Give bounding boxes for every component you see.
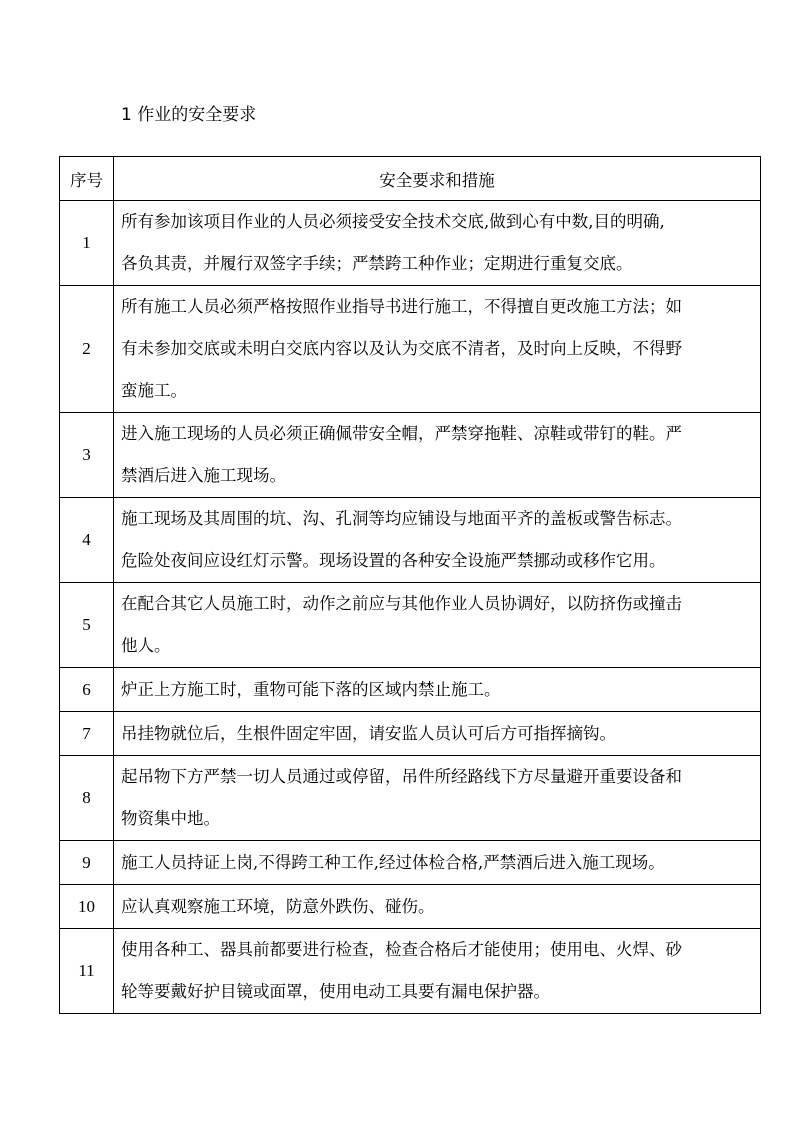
requirement-line: 所有施工人员必须严格按照作业指导书进行施工，不得擅自更改施工方法；如	[121, 297, 682, 316]
row-number: 8	[60, 756, 114, 841]
table-row	[60, 498, 761, 583]
header-serial-number: 序号	[60, 157, 114, 201]
safety-requirements-table	[59, 156, 761, 1014]
requirement-line: 进入施工现场的人员必须正确佩带安全帽，严禁穿拖鞋、凉鞋或带钉的鞋。严	[121, 424, 682, 443]
row-requirement	[114, 498, 761, 583]
requirement-line: 施工人员持证上岗,不得跨工种工作,经过体检合格,严禁酒后进入施工现场。	[121, 853, 665, 872]
table-row	[60, 201, 761, 286]
table-header-row	[60, 157, 761, 201]
table-row	[60, 756, 761, 841]
requirement-line: 起吊物下方严禁一切人员通过或停留，吊件所经路线下方尽量避开重要设备和	[121, 767, 682, 786]
requirement-line: 有未参加交底或未明白交底内容以及认为交底不清者，及时向上反映，不得野	[121, 339, 682, 358]
row-number: 5	[60, 583, 114, 668]
row-number: 2	[60, 286, 114, 413]
row-number: 7	[60, 712, 114, 756]
row-number: 4	[60, 498, 114, 583]
row-requirement	[114, 201, 761, 286]
section-heading: 1 作业的安全要求	[121, 105, 257, 125]
requirement-line: 所有参加该项目作业的人员必须接受安全技术交底,做到心有中数,目的明确,	[121, 212, 665, 231]
row-number: 10	[60, 885, 114, 929]
requirement-line: 物资集中地。	[121, 809, 220, 828]
requirement-line: 施工现场及其周围的坑、沟、孔洞等均应铺设与地面平齐的盖板或警告标志。	[121, 509, 682, 528]
table-row	[60, 712, 761, 756]
row-requirement	[114, 756, 761, 841]
requirement-line: 吊挂物就位后，生根件固定牢固，请安监人员认可后方可指挥摘钩。	[121, 724, 616, 743]
requirement-line: 蛮施工。	[121, 381, 187, 400]
row-number: 11	[60, 929, 114, 1014]
row-requirement	[114, 413, 761, 498]
row-requirement	[114, 712, 761, 756]
requirement-line: 轮等要戴好护目镜或面罩，使用电动工具要有漏电保护器。	[121, 982, 550, 1001]
requirement-line: 各负其责，并履行双签字手续；严禁跨工种作业；定期进行重复交底。	[121, 254, 633, 273]
row-number: 1	[60, 201, 114, 286]
row-number: 6	[60, 668, 114, 712]
row-requirement	[114, 668, 761, 712]
table-row	[60, 413, 761, 498]
row-requirement	[114, 841, 761, 885]
requirement-line: 他人。	[121, 636, 171, 655]
requirement-line: 禁酒后进入施工现场。	[121, 466, 286, 485]
table-row	[60, 885, 761, 929]
table-row	[60, 583, 761, 668]
table-row	[60, 668, 761, 712]
row-number: 3	[60, 413, 114, 498]
requirement-line: 应认真观察施工环境，防意外跌伤、碰伤。	[121, 897, 435, 916]
row-number: 9	[60, 841, 114, 885]
table-row	[60, 929, 761, 1014]
row-requirement	[114, 583, 761, 668]
requirement-line: 使用各种工、器具前都要进行检查，检查合格后才能使用；使用电、火焊、砂	[121, 940, 682, 959]
requirement-line: 在配合其它人员施工时，动作之前应与其他作业人员协调好，以防挤伤或撞击	[121, 594, 682, 613]
table-row	[60, 286, 761, 413]
row-requirement	[114, 286, 761, 413]
row-requirement	[114, 885, 761, 929]
header-requirements: 安全要求和措施	[114, 157, 761, 201]
row-requirement	[114, 929, 761, 1014]
requirement-line: 炉正上方施工时，重物可能下落的区域内禁止施工。	[121, 680, 501, 699]
table-row	[60, 841, 761, 885]
requirement-line: 危险处夜间应设红灯示警。现场设置的各种安全设施严禁挪动或移作它用。	[121, 551, 666, 570]
